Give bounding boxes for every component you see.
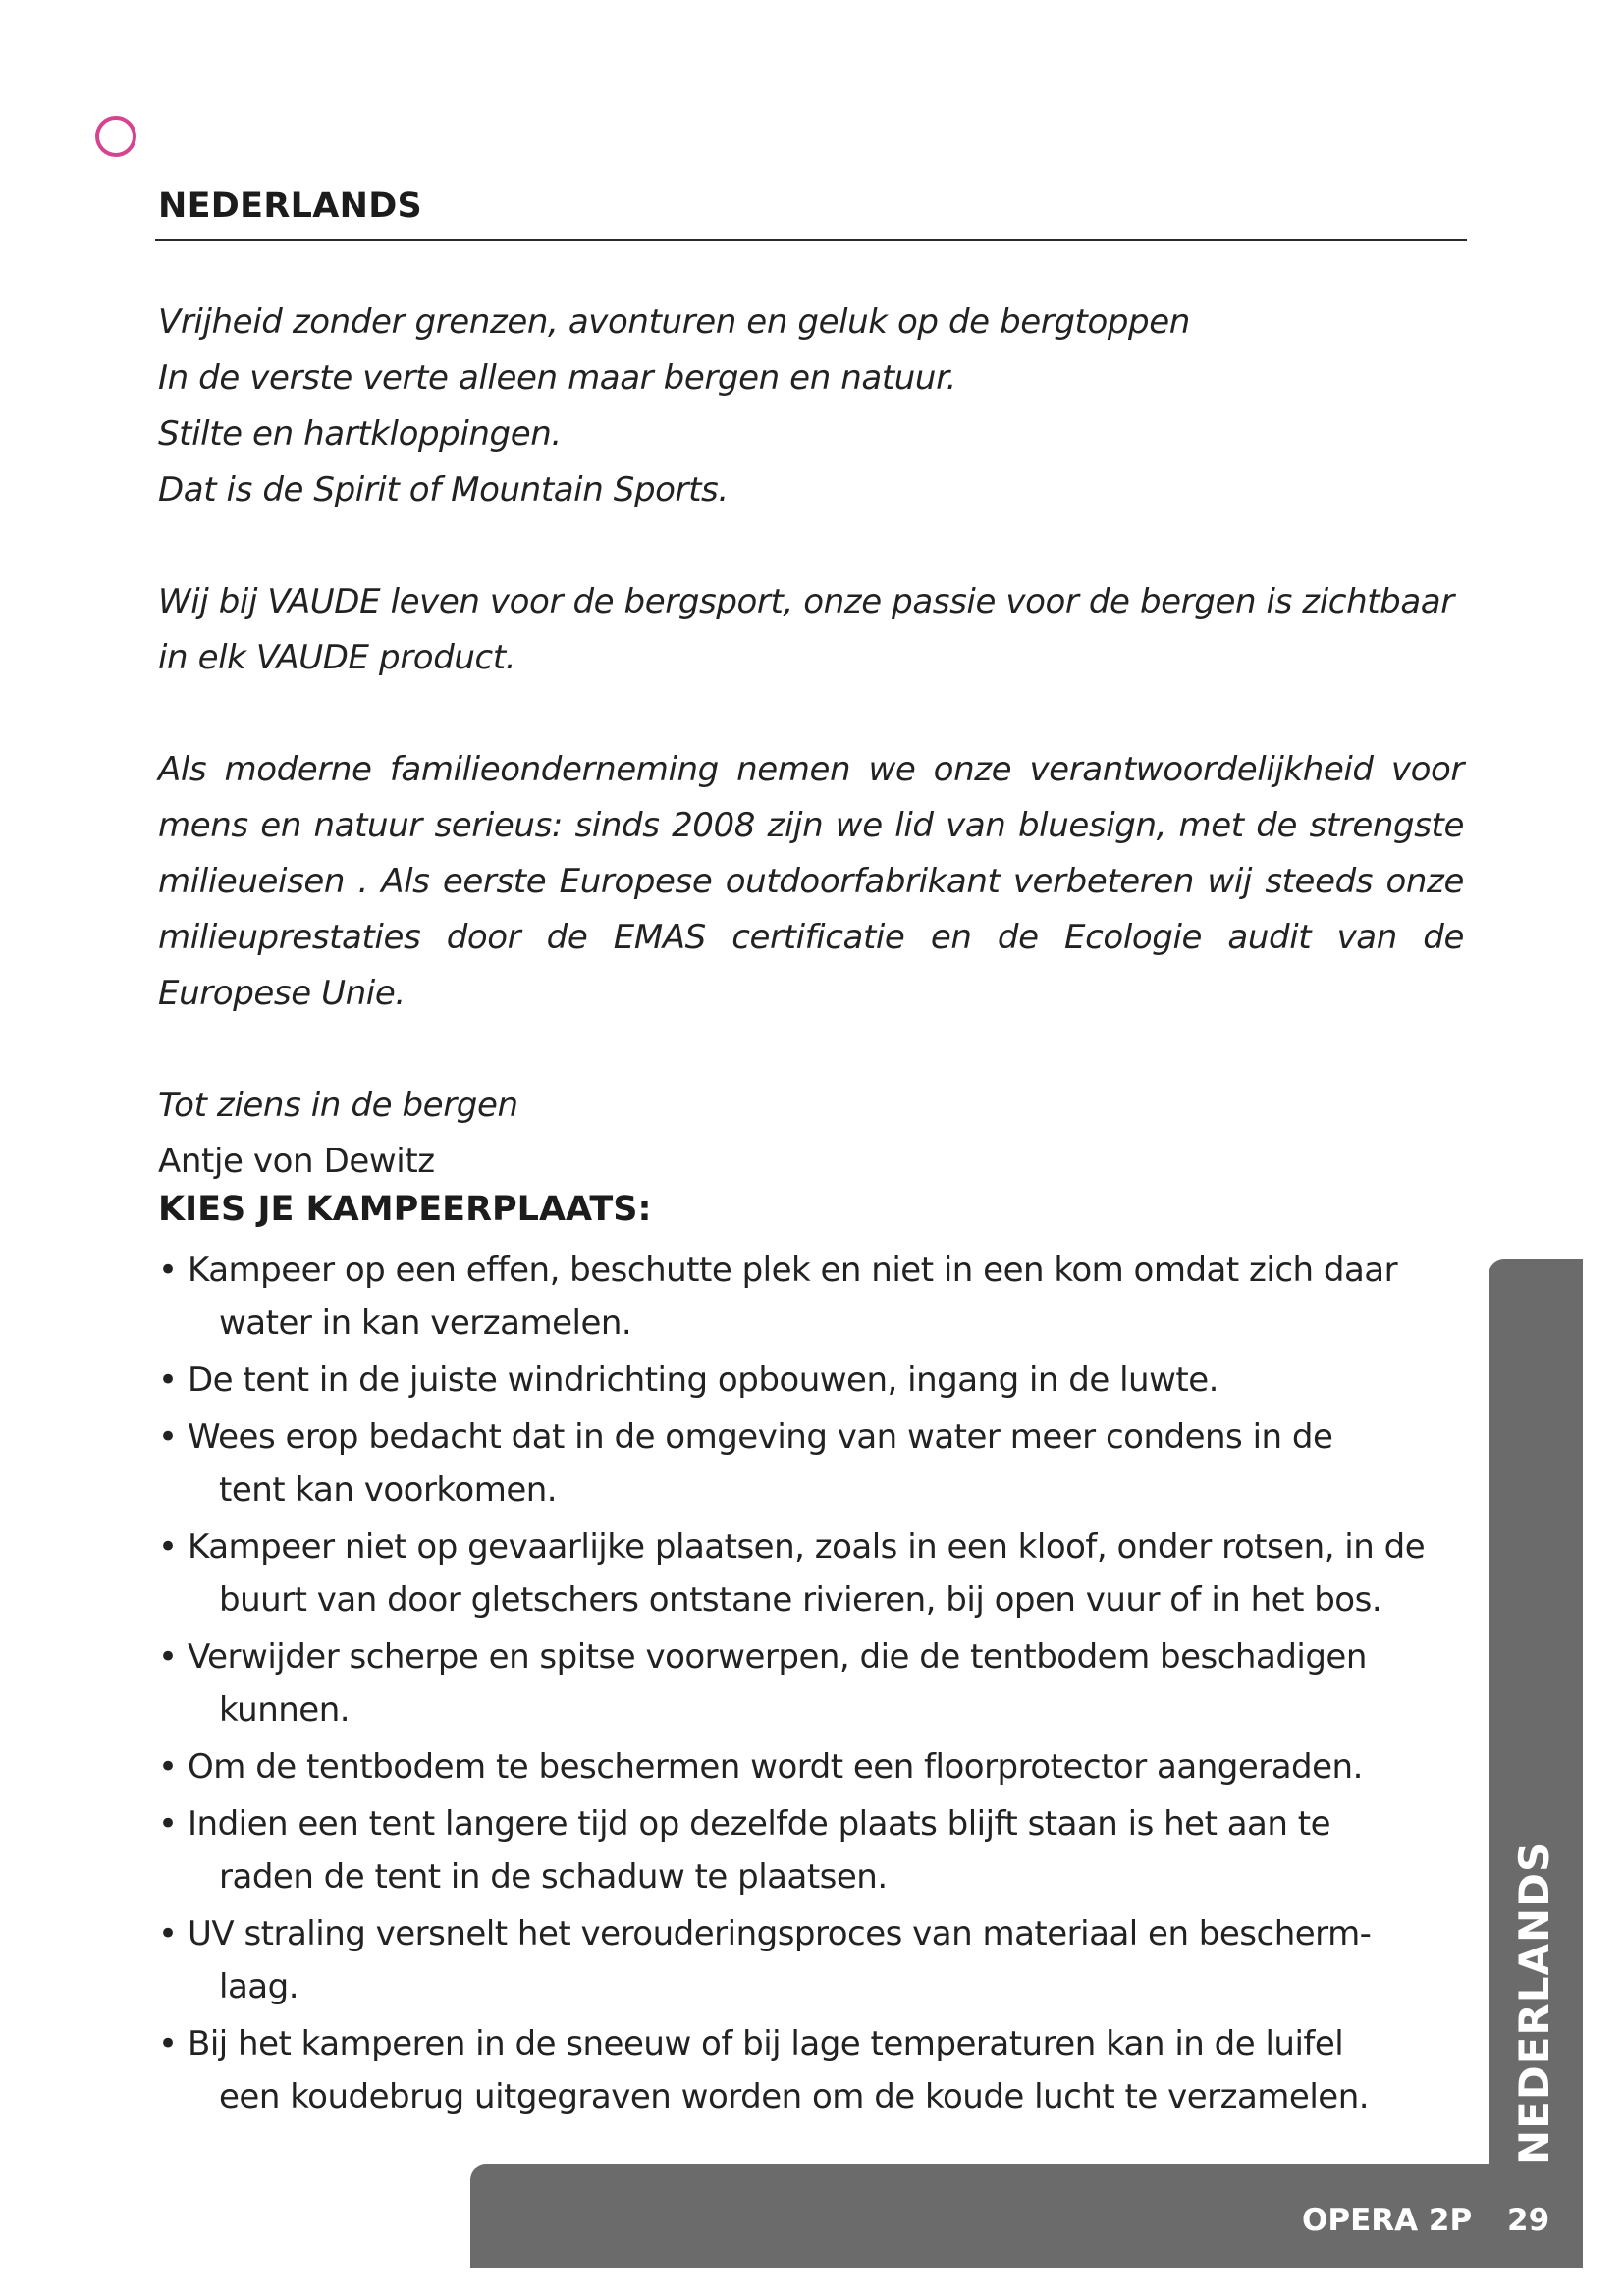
section-heading: NEDERLANDS xyxy=(158,187,423,226)
list-item xyxy=(158,1740,1454,1793)
intro-text xyxy=(158,294,1464,1190)
list-item-line: De tent in de juiste windrichting opbouwen, ingang in de luwte. xyxy=(188,1361,1218,1400)
list-item xyxy=(158,1244,1454,1350)
footer-product-name: OPERA 2P xyxy=(1302,2203,1473,2238)
list-item xyxy=(158,1797,1454,1903)
list-item-line: kunnen. xyxy=(219,1690,351,1730)
closing-line: Tot ziens in de bergen xyxy=(158,1086,518,1125)
list-item-line: Kampeer op een effen, beschutte plek en niet in een kom omdat zich daar xyxy=(188,1251,1398,1290)
list-item-line: water in kan verzamelen. xyxy=(219,1304,632,1343)
company-paragraph: Als moderne familieonderneming nemen we onze verantwoordelijkheid voor mens en natuur serieus: sinds 2008 zijn we lid van bluesign, met de strengste milieueisen . Als eerste Europese outdoorfabrikant verbeteren wij steeds onze milieuprestaties door de EMAS certificatie en de Ecologie audit van de Europese Unie. xyxy=(158,750,1464,1013)
bullet-icon: • xyxy=(158,1804,178,1843)
list-item-line: Kampeer niet op gevaarlijke plaatsen, zoals in een kloof, onder rotsen, in de xyxy=(188,1527,1426,1567)
bullet-icon: • xyxy=(158,1747,178,1787)
intro-line: Vrijheid zonder grenzen, avonturen en geluk op de bergtoppen xyxy=(158,302,1190,342)
language-side-label: NEDERLANDS xyxy=(1510,1841,1558,2164)
list-item-line: Verwijder scherpe en spitse voorwerpen, die de tentbodem beschadigen xyxy=(188,1637,1367,1677)
list-item-line: een koudebrug uitgegraven worden om de koude lucht te verzamelen. xyxy=(219,2077,1370,2116)
paragraph-gap xyxy=(158,1022,1464,1078)
paragraph-gap xyxy=(158,686,1464,742)
list-item-line: tent kan voorkomen. xyxy=(219,1470,558,1510)
bullet-icon: • xyxy=(158,1251,178,1290)
list-item-line: Om de tentbodem te beschermen wordt een floorprotector aangeraden. xyxy=(188,1747,1363,1787)
intro-line: In de verste verte alleen maar bergen en natuur. xyxy=(158,358,956,398)
list-item xyxy=(158,1411,1454,1517)
bullet-icon: • xyxy=(158,2024,178,2063)
bullet-icon: • xyxy=(158,1914,178,1953)
signature-name: Antje von Dewitz xyxy=(158,1142,435,1181)
list-item xyxy=(158,1630,1454,1736)
list-item-line: buurt van door gletschers ontstane rivieren, bij open vuur of in het bos. xyxy=(219,1580,1382,1620)
intro-line: Dat is de Spirit of Mountain Sports. xyxy=(158,470,729,509)
list-item-line: Indien een tent langere tijd op dezelfde plaats blijft staan is het aan te xyxy=(188,1804,1330,1843)
bullet-icon: • xyxy=(158,1361,178,1400)
pink-circle-marker xyxy=(95,116,136,157)
heading-divider xyxy=(155,239,1467,241)
list-item-line: laag. xyxy=(219,1967,299,2006)
intro-line: Stilte en hartkloppingen. xyxy=(158,414,562,454)
list-item xyxy=(158,1521,1454,1627)
list-item-line: UV straling versnelt het verouderingsproces van materiaal en bescherm- xyxy=(188,1914,1372,1953)
list-item-line: Wees erop bedacht dat in de omgeving van water meer condens in de xyxy=(188,1417,1333,1457)
page-number: 29 xyxy=(1507,2203,1550,2238)
vaude-paragraph: Wij bij VAUDE leven voor de bergsport, onze passie voor de bergen is zichtbaar in elk VAUDE product. xyxy=(158,582,1454,677)
bullet-icon: • xyxy=(158,1527,178,1567)
list-item-line: raden de tent in de schaduw te plaatsen. xyxy=(219,1857,888,1896)
paragraph-gap xyxy=(158,518,1464,574)
campsite-tips-list xyxy=(158,1244,1454,2127)
list-item xyxy=(158,2017,1454,2123)
campsite-heading: KIES JE KAMPEERPLAATS: xyxy=(158,1190,652,1229)
bullet-icon: • xyxy=(158,1417,178,1457)
list-item xyxy=(158,1907,1454,2013)
list-item-line: Bij het kamperen in de sneeuw of bij lage temperaturen kan in de luifel xyxy=(188,2024,1344,2063)
list-item xyxy=(158,1354,1454,1407)
bullet-icon: • xyxy=(158,1637,178,1677)
